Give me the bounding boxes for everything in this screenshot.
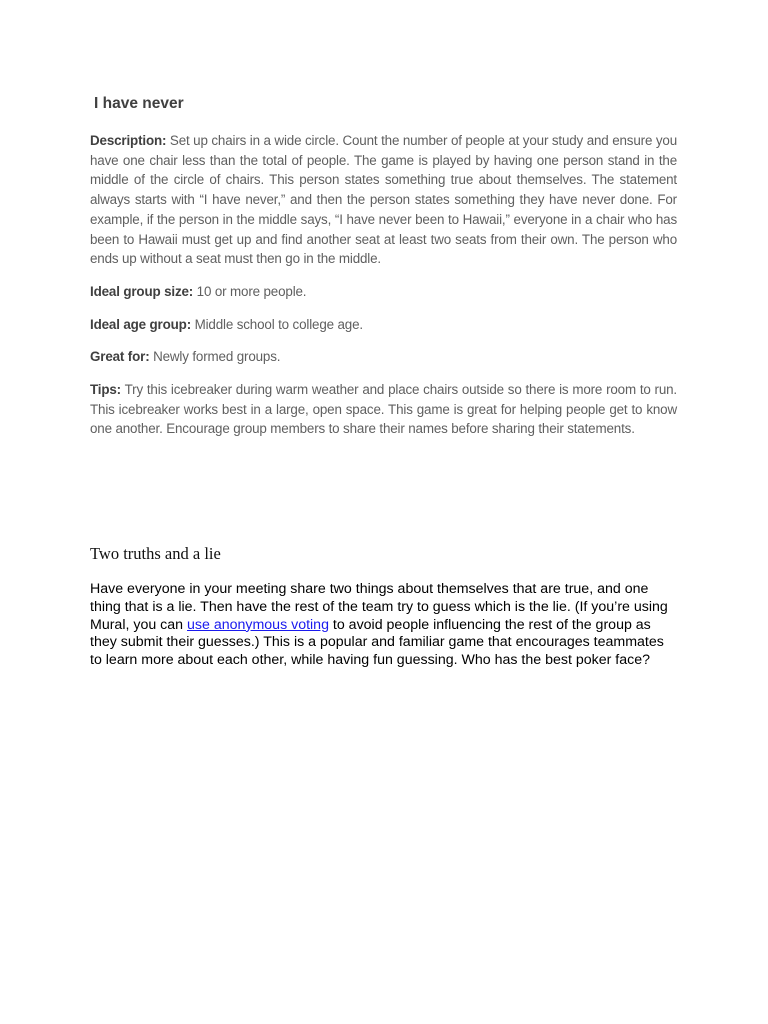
section-two-truths-and-a-lie	[90, 543, 677, 670]
body-text-after-link: to avoid people influencing the rest of the group as they submit their guesses.) This is a popular and familiar game that encourages teammates to learn more about each other, while having fun guessing. Who has the best poker face?	[90, 616, 664, 669]
section-title: Two truths and a lie	[90, 544, 221, 563]
anonymous-voting-link[interactable]: use anonymous voting	[187, 616, 329, 633]
great-for-text: Newly formed groups.	[149, 349, 281, 365]
section-title: I have never	[94, 95, 184, 112]
tips-label: Tips:	[90, 382, 121, 398]
group-size-label: Ideal group size:	[90, 283, 194, 299]
age-group-text: Middle school to college age.	[191, 316, 363, 332]
great-for-label: Great for:	[90, 349, 150, 365]
section-i-have-never	[90, 93, 677, 452]
description-paragraph	[90, 131, 677, 269]
tips-paragraph	[90, 380, 677, 439]
group-size-paragraph	[90, 282, 677, 302]
description-label: Description:	[90, 133, 167, 148]
body-paragraph	[90, 581, 677, 670]
description-text: Set up chairs in a wide circle. Count the number of people at your study and ensure you have one chair less than the total of people. The game is played by having one person stand in the middle of the circle of chairs. This person states something true about themselves. The statement always starts with “I have never,” and then the person states something they have never done. For example, if the person in the middle says, “I have never been to Hawaii,” everyone in a chair who has been to Hawaii must get up and find another seat at least two seats from their own. The person who ends up without a seat must then go in the middle.	[90, 133, 677, 267]
age-group-paragraph	[90, 315, 677, 335]
age-group-label: Ideal age group:	[90, 316, 192, 332]
tips-text: Try this icebreaker during warm weather and place chairs outside so there is more room to run. This icebreaker works best in a large, open space. This game is great for helping people get to know one another. Encourage group members to share their names before sharing their statements.	[90, 382, 677, 437]
body-text-before-link: Have everyone in your meeting share two things about themselves that are true, and one thing that is a lie. Then have the rest of the team try to guess which is the lie. (If you’re using Mural, you can	[90, 581, 668, 633]
group-size-text: 10 or more people.	[193, 283, 307, 299]
great-for-paragraph	[90, 347, 677, 367]
